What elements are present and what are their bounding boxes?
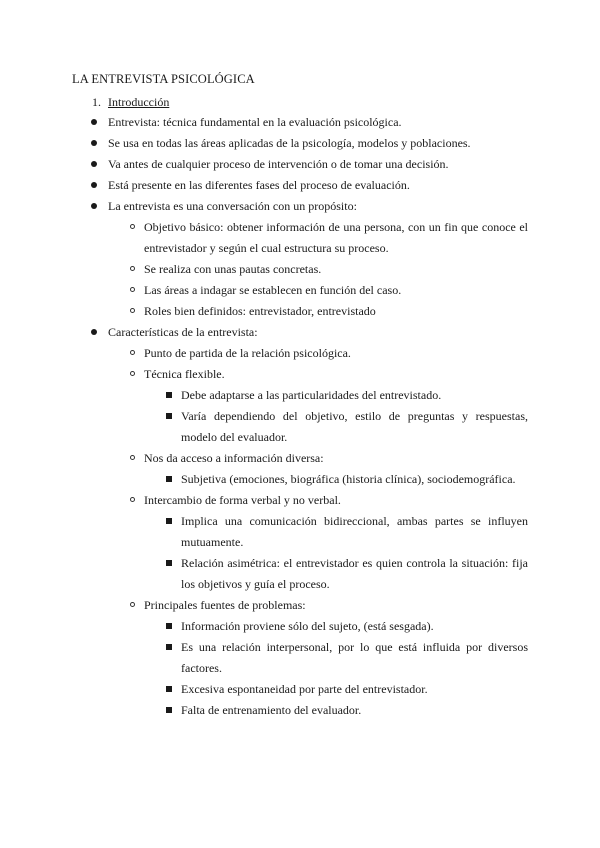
list-item: Punto de partida de la relación psicológica. xyxy=(144,346,351,360)
list-item: Información proviene sólo del sujeto, (está sesgada). xyxy=(181,619,434,633)
section-heading: Introducción xyxy=(108,95,170,109)
list-item: Técnica flexible. xyxy=(144,367,225,381)
list-item: Roles bien definidos: entrevistador, entrevistado xyxy=(144,304,376,318)
square-bullet-icon xyxy=(166,560,172,566)
list-item: Falta de entrenamiento del evaluador. xyxy=(181,703,362,717)
list-item: Va antes de cualquier proceso de intervención o de tomar una decisión. xyxy=(108,157,449,171)
square-bullet-icon xyxy=(166,476,172,482)
list-item: Varía dependiendo del objetivo, estilo de preguntas y respuestas, xyxy=(181,409,528,423)
list-item: Características de la entrevista: xyxy=(108,325,258,339)
bullet-icon xyxy=(91,182,97,188)
list-item: La entrevista es una conversación con un propósito: xyxy=(108,199,357,213)
list-item: Excesiva espontaneidad por parte del entrevistador. xyxy=(181,682,428,696)
list-item: Es una relación interpersonal, por lo que está influida por diversos xyxy=(181,640,528,654)
square-bullet-icon xyxy=(166,686,172,692)
list-item: Principales fuentes de problemas: xyxy=(144,598,306,612)
list-item: Se usa en todas las áreas aplicadas de la psicología, modelos y poblaciones. xyxy=(108,136,471,150)
list-item-continuation: los objetivos y guía el proceso. xyxy=(181,577,330,591)
list-item: Nos da acceso a información diversa: xyxy=(144,451,324,465)
list-item: Las áreas a indagar se establecen en función del caso. xyxy=(144,283,402,297)
bullet-icon xyxy=(91,203,97,209)
bullet-icon xyxy=(91,329,97,335)
bullet-icon xyxy=(91,140,97,146)
square-bullet-icon xyxy=(166,707,172,713)
square-bullet-icon xyxy=(166,623,172,629)
hollow-bullet-icon xyxy=(130,287,135,292)
list-item-continuation: entrevistador y según el cual estructura su proceso. xyxy=(144,241,389,255)
hollow-bullet-icon xyxy=(130,350,135,355)
bullet-icon xyxy=(91,119,97,125)
hollow-bullet-icon xyxy=(130,266,135,271)
square-bullet-icon xyxy=(166,518,172,524)
document-title: LA ENTREVISTA PSICOLÓGICA xyxy=(72,72,255,86)
list-item: Relación asimétrica: el entrevistador es quien controla la situación: fija xyxy=(181,556,528,570)
list-item: Intercambio de forma verbal y no verbal. xyxy=(144,493,341,507)
hollow-bullet-icon xyxy=(130,455,135,460)
hollow-bullet-icon xyxy=(130,371,135,376)
list-item: Está presente en las diferentes fases del proceso de evaluación. xyxy=(108,178,410,192)
hollow-bullet-icon xyxy=(130,602,135,607)
section-number: 1. xyxy=(92,95,101,109)
list-item: Subjetiva (emociones, biográfica (historia clínica), sociodemográfica. xyxy=(181,472,516,486)
list-item-continuation: modelo del evaluador. xyxy=(181,430,288,444)
list-item: Se realiza con unas pautas concretas. xyxy=(144,262,322,276)
list-item-continuation: factores. xyxy=(181,661,222,675)
list-item: Debe adaptarse a las particularidades del entrevistado. xyxy=(181,388,442,402)
list-item-continuation: mutuamente. xyxy=(181,535,244,549)
square-bullet-icon xyxy=(166,392,172,398)
square-bullet-icon xyxy=(166,413,172,419)
bullet-icon xyxy=(91,161,97,167)
list-item: Objetivo básico: obtener información de una persona, con un fin que conoce el xyxy=(144,220,528,234)
list-item: Entrevista: técnica fundamental en la evaluación psicológica. xyxy=(108,115,402,129)
square-bullet-icon xyxy=(166,644,172,650)
list-item: Implica una comunicación bidireccional, ambas partes se influyen xyxy=(181,514,528,528)
hollow-bullet-icon xyxy=(130,224,135,229)
hollow-bullet-icon xyxy=(130,497,135,502)
hollow-bullet-icon xyxy=(130,308,135,313)
